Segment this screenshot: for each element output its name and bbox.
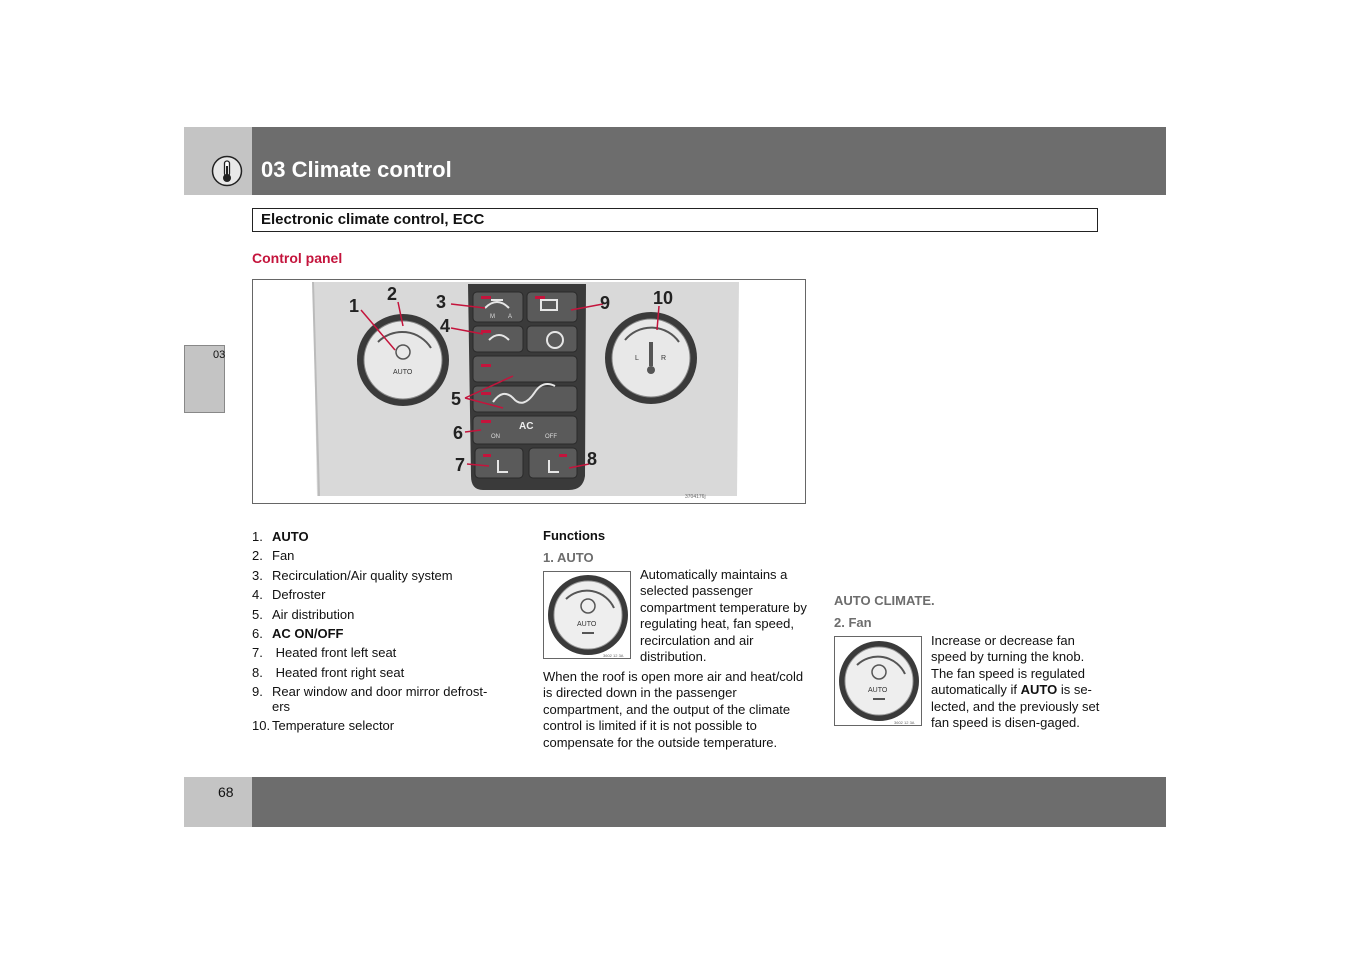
list-item: 10. Temperature selector [252, 718, 395, 734]
air-distribution-mid-button [473, 356, 577, 382]
list-item: 1. AUTO [252, 529, 309, 544]
callout-9: 9 [600, 293, 611, 313]
auto-knob-code: 3602 12 3A [603, 653, 624, 658]
heated-right-seat-button [529, 448, 577, 478]
auto-climate-heading: AUTO CLIMATE. [834, 593, 935, 608]
auto-knob-label: AUTO [577, 621, 597, 628]
callout-6: 6 [453, 423, 464, 443]
rear-defroster-button [527, 292, 577, 322]
roof-description: When the roof is open more air and heat/cold is directed down in the passenger compartment, and the output of the climate control is limited if it is not possible to compensate for the outside temperature. [543, 669, 804, 750]
callout-8: 8 [587, 449, 598, 469]
temperature-knob [605, 312, 697, 404]
list-item: 6. AC ON/OFF [252, 626, 344, 642]
auto-knob-image [543, 571, 631, 659]
callout-10: 10 [653, 288, 674, 308]
callout-4: 4 [440, 316, 451, 336]
knob-label-a: A [508, 314, 513, 320]
footer-bar [252, 777, 1166, 827]
thermometer-icon [211, 155, 243, 187]
knob-label-m: M [490, 314, 495, 320]
fan-knob-image [834, 636, 922, 726]
callout-3: 3 [436, 292, 447, 312]
list-item: 9. Rear window and door mirror defrost-ers [252, 684, 488, 715]
control-panel-heading: Control panel [252, 250, 343, 266]
knob-r-label: R [661, 355, 667, 362]
list-item: 8. Heated front right seat [252, 664, 405, 680]
fan-knob-label: AUTO [868, 687, 888, 694]
section-title: Electronic climate control, ECC [261, 211, 485, 228]
ac-on-label: ON [491, 434, 500, 440]
list-item: 5. Air distribution [252, 606, 355, 622]
auto-heading: 1. AUTO [543, 550, 594, 565]
auto-description: Automatically maintains a selected passenger compartment temperature by regulating heat, fan speed, recirculation and air distribution. [640, 567, 807, 665]
list-item: 7. Heated front left seat [252, 645, 397, 661]
list-item: 2. Fan [252, 548, 295, 564]
ac-off-label: OFF [545, 434, 557, 440]
chapter-title: 03 Climate control [261, 157, 452, 182]
callout-1: 1 [349, 296, 360, 316]
air-distribution-floor-button [473, 386, 577, 412]
functions-heading: Functions [543, 528, 606, 543]
callout-5: 5 [451, 389, 462, 409]
knob-auto-label: AUTO [393, 369, 413, 376]
fan-heading: 2. Fan [834, 615, 872, 630]
figure-code: 3704176j [685, 494, 706, 500]
fan-description: Increase or decrease fan speed by turning the knob. The fan speed is regulated automatically if AUTO is se-lected, and the previously set fan speed is disen-gaged. [931, 633, 1100, 731]
knob-l-label: L [635, 355, 639, 362]
chapter-side-tab-number: 03 [213, 349, 226, 361]
defroster-button [473, 326, 523, 352]
fan-knob-code: 3602 12 3A [894, 720, 915, 725]
ac-label: AC [519, 421, 534, 432]
callout-2: 2 [387, 284, 398, 304]
list-item: 4. Defroster [252, 587, 326, 603]
callout-7: 7 [455, 455, 466, 475]
control-list [252, 527, 522, 736]
page-number: 68 [218, 784, 234, 800]
list-item: 3. Recirculation/Air quality system [252, 567, 453, 583]
control-panel-illustration [252, 279, 806, 504]
auto-fan-knob [357, 314, 449, 406]
